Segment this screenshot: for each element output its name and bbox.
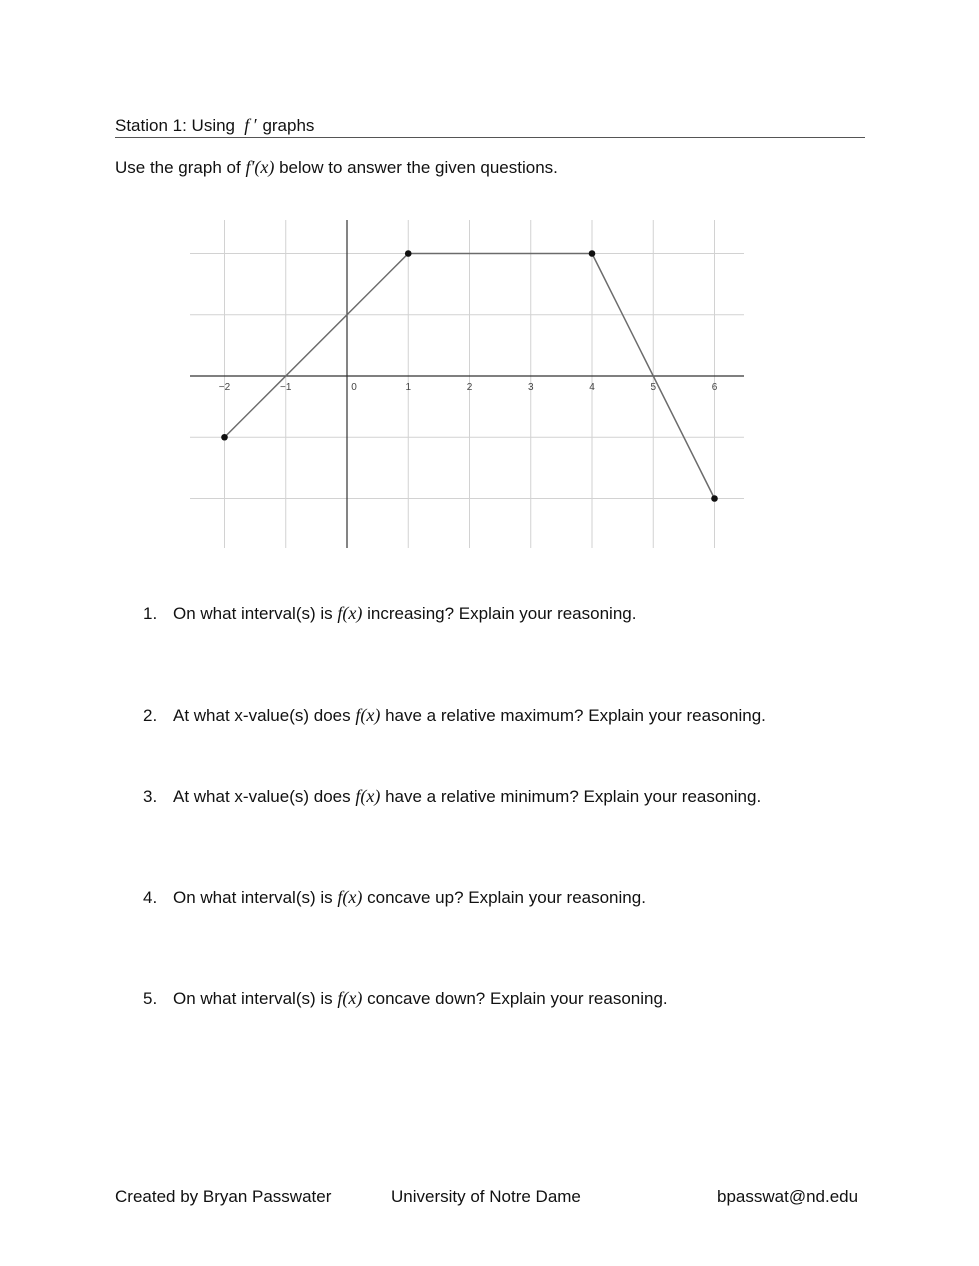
question-suffix: concave up? Explain your reasoning.: [367, 888, 646, 907]
question-prefix: On what interval(s) is: [173, 888, 333, 907]
x-tick-label: 5: [650, 382, 657, 393]
question-suffix: concave down? Explain your reasoning.: [367, 989, 668, 1008]
question-number: 5.: [143, 989, 158, 1008]
question-prefix: On what interval(s) is: [173, 989, 333, 1008]
x-tick-label: 2: [466, 382, 473, 393]
question-function: f(x): [337, 603, 363, 623]
data-point: [589, 250, 596, 257]
series-segment: [286, 315, 347, 376]
question-number: 1.: [143, 604, 158, 623]
question-3: [143, 786, 761, 807]
x-tick-label: 0: [351, 382, 357, 393]
x-tick-label: 4: [589, 382, 595, 393]
x-tick-label: 3: [527, 382, 534, 393]
question-suffix: increasing? Explain your reasoning.: [367, 604, 637, 623]
data-point: [711, 495, 718, 502]
question-5: [143, 988, 668, 1009]
x-tick-label: −2: [218, 382, 231, 393]
question-2: [143, 705, 766, 726]
x-tick-label: 1: [405, 382, 412, 393]
footer-author: Created by Bryan Passwater: [115, 1187, 332, 1206]
question-prefix: At what x-value(s) does: [173, 787, 351, 806]
x-tick-labels: [219, 382, 718, 393]
footer-email: bpasswat@nd.edu: [717, 1187, 859, 1206]
question-function: f(x): [355, 705, 381, 725]
question-4: [143, 887, 646, 908]
data-point: [221, 434, 228, 441]
title-f-symbol: f ′: [244, 115, 258, 135]
intro-function: f′(x): [245, 157, 275, 177]
question-function: f(x): [337, 887, 363, 907]
intro-suffix: below to answer the given questions.: [279, 158, 558, 177]
intro-prefix: Use the graph of: [115, 158, 241, 177]
question-function: f(x): [337, 988, 363, 1008]
title-suffix: graphs: [262, 116, 315, 135]
question-number: 2.: [143, 706, 158, 725]
series-segment: [225, 376, 286, 437]
derivative-graph: [0, 0, 979, 580]
series-segment: [347, 254, 408, 315]
title-prefix: Station 1: Using: [115, 116, 236, 135]
question-prefix: On what interval(s) is: [173, 604, 333, 623]
question-number: 3.: [143, 787, 158, 806]
x-tick-label: −1: [280, 382, 292, 393]
question-suffix: have a relative minimum? Explain your reasoning.: [385, 787, 762, 806]
x-tick-label: 6: [711, 382, 718, 393]
footer-institution: University of Notre Dame: [391, 1187, 581, 1206]
data-point: [405, 250, 412, 257]
question-1: [143, 603, 636, 624]
question-function: f(x): [355, 786, 381, 806]
question-number: 4.: [143, 888, 158, 907]
question-prefix: At what x-value(s) does: [173, 706, 351, 725]
question-suffix: have a relative maximum? Explain your reasoning.: [385, 706, 766, 725]
